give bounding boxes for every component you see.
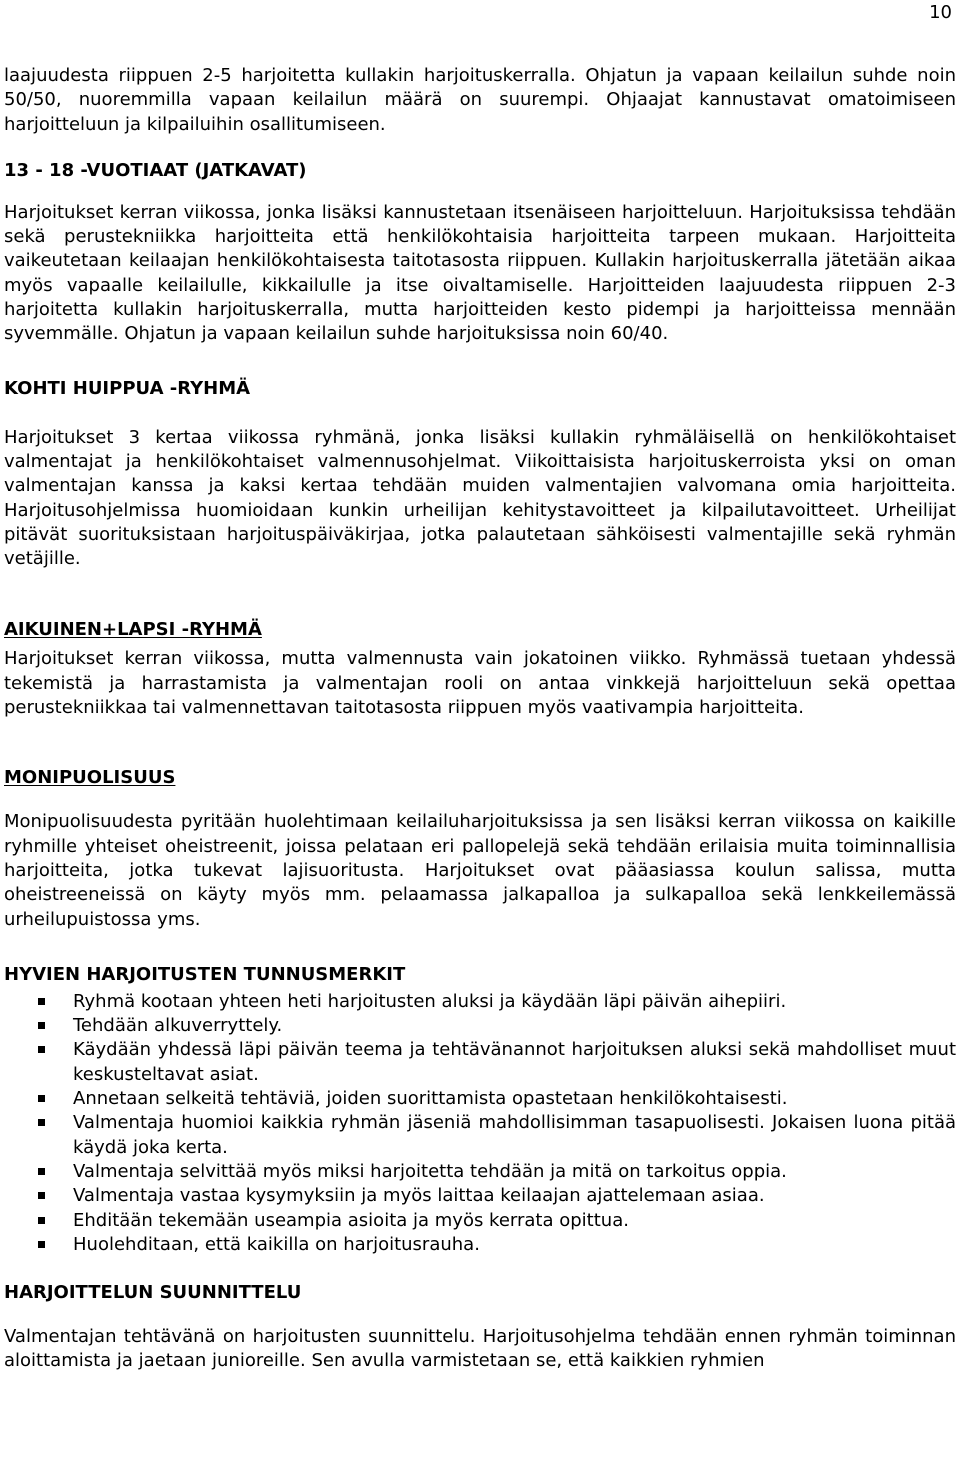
square-bullet-icon bbox=[38, 1192, 45, 1199]
square-bullet-icon bbox=[38, 1046, 45, 1053]
square-bullet-icon bbox=[38, 1119, 45, 1126]
section-paragraph-versatility: Monipuolisuudesta pyritään huolehtimaan keilailuharjoituksissa ja sen lisäksi kerran viikossa on kaikille ryhmille yhteiset oheistreenit, joissa pelataan eri pallopelejä sekä tehdään erilaisia muita toiminnallisia harjoitteita, jotka tukevat lajisuoritusta. Harjoitukset ovat pääasiassa koulun salissa, mutta oheistreeneissä on käyty myös mm. pelaamassa jalkapalloa ja sulkapalloa sekä lenkkeilemässä urheilupuistossa yms. bbox=[4, 811, 956, 930]
section-heading-elite: KOHTI HUIPPUA -RYHMÄ bbox=[4, 377, 251, 399]
square-bullet-icon bbox=[38, 1095, 45, 1102]
section-paragraph-teens: Harjoitukset kerran viikossa, jonka lisäksi kannustetaan itsenäiseen harjoitteluun. Harjoituksissa tehdään sekä perustekniikka harjoitteita että henkilökohtaisia harjoitteita tarpeen mukaan. Harjoitteita vaikeutetaan keilaajan henkilökohtaisesta taitotasosta riippuen. Kullakin harjoituskerralla jätetään aikaa myös vapaalle keilailulle, kikkailulle ja itse oivaltamiselle. Harjoitteiden laajuudesta riippuen 2-3 harjoitetta kullakin harjoituskerralla, mutta harjoitteiden kesto pidempi ja harjoitteissa mennään syvemmälle. Ohjatun ja vapaan keilailun suhde harjoituksissa noin 60/40. bbox=[4, 201, 956, 345]
list-item: Valmentaja huomioi kaikkia ryhmän jäseniä mahdollisimman tasapuolisesti. Jokaisen luona pitää käydä joka kerta. bbox=[4, 1111, 956, 1160]
page-number: 10 bbox=[929, 2, 952, 23]
list-item: Annetaan selkeitä tehtäviä, joiden suorittamista opastetaan henkilökohtaisesti. bbox=[4, 1087, 956, 1111]
list-item: Ehditään tekemään useampia asioita ja myös kerrata opittua. bbox=[4, 1209, 956, 1233]
square-bullet-icon bbox=[38, 998, 45, 1005]
list-item: Huolehditaan, että kaikilla on harjoitusrauha. bbox=[4, 1233, 956, 1257]
section-heading-family: AIKUINEN+LAPSI -RYHMÄ bbox=[4, 619, 262, 641]
section-heading-hallmarks: HYVIEN HARJOITUSTEN TUNNUSMERKIT bbox=[4, 963, 406, 985]
section-paragraph-family: Harjoitukset kerran viikossa, mutta valmennusta vain jokatoinen viikko. Ryhmässä tuetaan yhdessä tekemistä ja harrastamista ja valmentajan rooli on antaa vinkkejä harjoitteluun sekä opettaa perustekniikkaa tai valmennettavan taitotasosta riippuen myös vaativampia harjoitteita. bbox=[4, 648, 956, 719]
section-heading-versatility: MONIPUOLISUUS bbox=[4, 767, 176, 789]
list-item: Valmentaja vastaa kysymyksiin ja myös laittaa keilaajan ajattelemaan asiaa. bbox=[4, 1184, 956, 1208]
section-paragraph-planning: Valmentajan tehtävänä on harjoitusten suunnittelu. Harjoitusohjelma tehdään ennen ryhmän toiminnan aloittamista ja jaetaan junioreille. Sen avulla varmistetaan se, että kaikkien ryhmien bbox=[4, 1326, 956, 1372]
square-bullet-icon bbox=[38, 1241, 45, 1248]
list-item: Tehdään alkuverryttely. bbox=[4, 1014, 956, 1038]
intro-paragraph: laajuudesta riippuen 2-5 harjoitetta kullakin harjoituskerralla. Ohjatun ja vapaan keilailun suhde noin 50/50, nuoremmilla vapaan keilailun määrä on suurempi. Ohjaajat kannustavat omatoimiseen harjoitteluun ja kilpailuihin osallitumiseen. bbox=[4, 65, 956, 135]
section-paragraph-elite: Harjoitukset 3 kertaa viikossa ryhmänä, jonka lisäksi kullakin ryhmäläisellä on henkilökohtaiset valmentajat ja henkilökohtaiset valmennusohjelmat. Viikoittaisista harjoituskerroista yksi on oman valmentajan kanssa ja kaksi kertaa tehdään muiden valmentajien valvomana omia harjoitteita. Harjoitusohjelmissa huomioidaan kunkin urheilijan kehitystavoitteet ja kilpailutavoitteet. Urheilijat pitävät suorituksistaan harjoituspäiväkirjaa, jotka palautetaan sähköisesti valmentajille sekä ryhmän vetäjille. bbox=[4, 426, 956, 570]
page-content bbox=[4, 64, 956, 1374]
list-item: Ryhmä kootaan yhteen heti harjoitusten aluksi ja käydään läpi päivän aihepiiri. bbox=[4, 990, 956, 1014]
section-heading-teens: 13 - 18 -VUOTIAAT (JATKAVAT) bbox=[4, 159, 307, 181]
square-bullet-icon bbox=[38, 1168, 45, 1175]
list-item: Valmentaja selvittää myös miksi harjoitetta tehdään ja mitä on tarkoitus oppia. bbox=[4, 1160, 956, 1184]
square-bullet-icon bbox=[38, 1022, 45, 1029]
hallmarks-list bbox=[4, 990, 956, 1257]
square-bullet-icon bbox=[38, 1217, 45, 1224]
list-item: Käydään yhdessä läpi päivän teema ja tehtävänannot harjoituksen aluksi sekä mahdolliset muut keskusteltavat asiat. bbox=[4, 1038, 956, 1087]
section-heading-planning: HARJOITTELUN SUUNNITTELU bbox=[4, 1282, 302, 1304]
